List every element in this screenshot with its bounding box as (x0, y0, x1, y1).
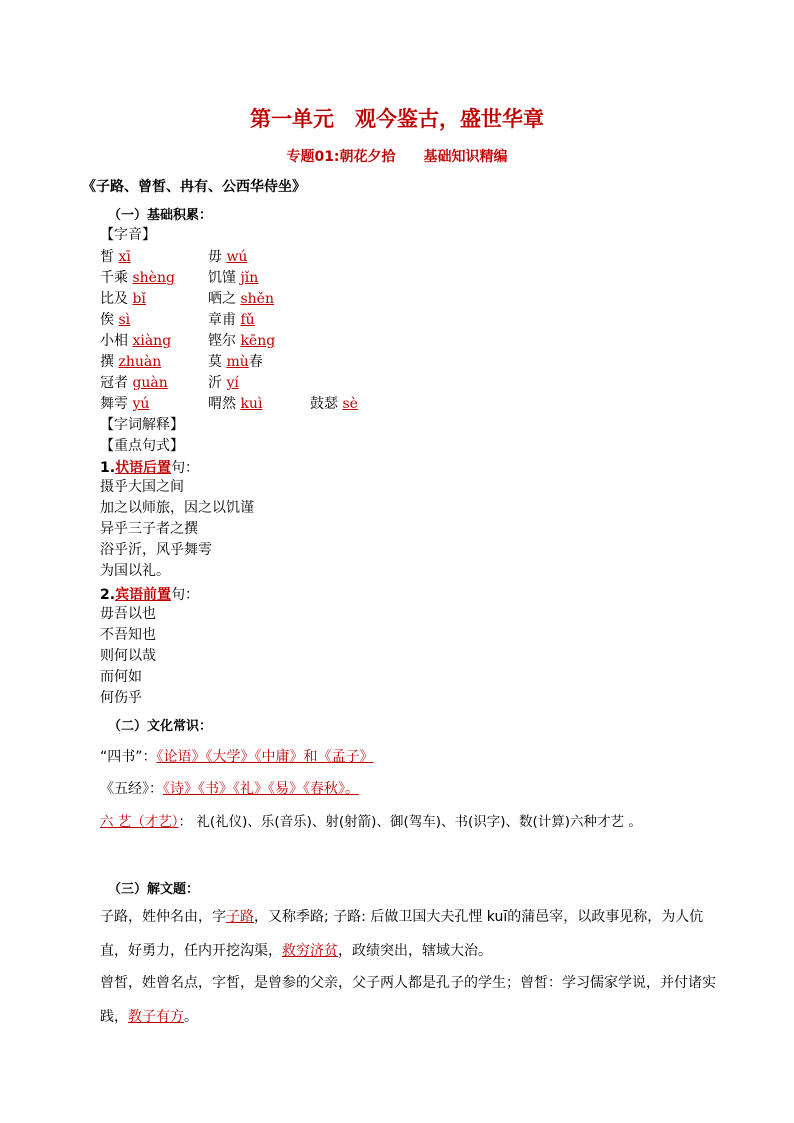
pinyin-word: 章甫 (208, 312, 236, 328)
pinyin-row (100, 309, 255, 329)
pinyin-col3 (310, 393, 358, 413)
pinyin-word: 沂 (208, 375, 222, 391)
pinyin-col2 (208, 330, 275, 350)
sishu-label: “四书”： (100, 749, 157, 765)
lesson-title: 《子路、曾皙、冉有、公西华侍坐》 (82, 179, 306, 195)
pinyin-answer: sì (118, 312, 131, 328)
sishu-line (100, 748, 374, 766)
pinyin-answer: zhuàn (118, 354, 162, 370)
pinyin-answer: xiàng (132, 333, 172, 349)
pattern-2-suffix: 句： (171, 587, 200, 603)
pattern-2-example: 不吾知也 (100, 627, 156, 643)
zilu-text: 子路，姓仲名由，字 (100, 909, 226, 925)
pinyin-suffix: 春 (248, 354, 263, 370)
pinyin-answer: fǔ (240, 312, 255, 328)
pinyin-answer: kuì (240, 396, 263, 412)
ci-yi-label: 【字词解释】 (100, 417, 184, 433)
pinyin-answer: yú (132, 396, 150, 412)
pattern-2-example: 何伤乎 (100, 690, 142, 706)
pattern-1-heading (100, 457, 199, 477)
pinyin-word: 舞雩 (100, 396, 128, 412)
pattern-1-suffix: 句： (171, 460, 200, 476)
pattern-2-example: 则何以哉 (100, 648, 156, 664)
document-title: 第一单元 观今鉴古，盛世华章 (250, 106, 544, 131)
pinyin-answer: wú (226, 249, 248, 265)
liuyi-line (100, 813, 642, 831)
zi-yin-label: 【字音】 (100, 227, 156, 243)
pinyin-word: 小相 (100, 333, 128, 349)
zengxi-text: 曾皙，姓曾名点，字皙，是曾参的父亲，父子两人都是孔子的学生；曾皙：学习儒家学说，并付诸实践， (100, 975, 716, 1025)
pinyin-col2 (208, 351, 263, 371)
pinyin-word: 比及 (100, 291, 128, 307)
pattern-2-term: 宾语前置 (115, 587, 172, 603)
wujing-line (100, 780, 359, 798)
pinyin-word: 千乘 (100, 270, 128, 286)
pattern-2-number: 2. (100, 587, 116, 603)
zengxi-paragraph (100, 966, 720, 1034)
pinyin-col2 (208, 246, 247, 266)
pinyin-col2 (208, 288, 274, 308)
pinyin-answer: kēng (240, 333, 276, 349)
zilu-paragraph (100, 900, 720, 968)
liuyi-term: 六 艺（才艺） (100, 814, 179, 830)
zilu-text: ，政绩突出，辖域大治。 (338, 943, 492, 959)
pinyin-row (100, 267, 259, 287)
document-subtitle: 专题01:朝花夕拾 基础知识精编 (286, 149, 508, 165)
liuyi-text: ： 礼(礼仪)、乐(音乐)、射(射箭)、御(驾车)、书(识字)、数(计算)六种才艺 。 (178, 814, 642, 830)
pinyin-answer: shěn (240, 291, 274, 307)
pattern-2-heading (100, 584, 199, 604)
pinyin-answer: shèng (132, 270, 175, 286)
zilu-answer-1: 子路 (226, 909, 254, 925)
pattern-1-example: 异乎三子者之撰 (100, 521, 198, 537)
pinyin-row (100, 393, 358, 413)
pinyin-col2 (208, 267, 258, 287)
pinyin-word: 冠者 (100, 375, 128, 391)
section-culture-heading: （二）文化常识： (108, 719, 213, 734)
ju-shi-label: 【重点句式】 (100, 438, 184, 454)
zengxi-answer: 教子有方 (128, 1009, 184, 1025)
pinyin-row (100, 288, 274, 308)
pinyin-row (100, 246, 248, 266)
pinyin-answer: sè (342, 396, 358, 412)
pattern-2-example: 毋吾以也 (100, 606, 156, 622)
pattern-1-example: 浴乎沂，风乎舞雩 (100, 542, 212, 558)
pinyin-word: 毋 (208, 249, 222, 265)
pinyin-word: 莫 (208, 354, 222, 370)
pinyin-answer: bǐ (132, 291, 146, 307)
pinyin-col2 (208, 393, 262, 413)
pinyin-row (100, 351, 263, 371)
section-basic-heading: （一）基础积累： (108, 208, 213, 223)
pinyin-word: 皙 (100, 249, 114, 265)
pattern-2-example: 而何如 (100, 669, 142, 685)
pinyin-word: 撰 (100, 354, 114, 370)
wujing-answer: 《诗》《书》《礼》《易》《春秋》。 (163, 781, 359, 797)
pinyin-word: 饥馑 (208, 270, 236, 286)
pinyin-row (100, 330, 276, 350)
zilu-text: ，又称季路; 子路: 后做卫国大夫孔悝 kuī的蒲邑宰，以政事见称，为人伉直，好勇力，任内开挖沟渠， (100, 909, 704, 959)
wujing-label: 《五经》： (100, 781, 163, 797)
pattern-1-number: 1. (100, 460, 116, 476)
pinyin-answer: xī (118, 249, 131, 265)
pinyin-word: 喟然 (208, 396, 236, 412)
section-title-explain-heading: （三）解文题： (108, 882, 200, 897)
pinyin-row (100, 372, 239, 392)
pinyin-col2 (208, 309, 255, 329)
pattern-1-example: 加之以师旅，因之以饥谨 (100, 500, 254, 516)
sishu-answer: 《论语》《大学》《中庸》和《孟子》 (156, 749, 374, 765)
pinyin-word: 俟 (100, 312, 114, 328)
zengxi-text: 。 (184, 1009, 198, 1025)
pattern-1-term: 状语后置 (115, 460, 172, 476)
pattern-1-example: 摄乎大国之间 (100, 479, 184, 495)
pinyin-answer: jǐn (240, 270, 259, 286)
pinyin-answer: mù (226, 354, 249, 370)
pinyin-word: 哂之 (208, 291, 236, 307)
pattern-1-example: 为国以礼。 (100, 563, 170, 579)
pinyin-word: 铿尔 (208, 333, 236, 349)
pinyin-col2 (208, 372, 239, 392)
zilu-answer-2: 救穷济贫 (282, 943, 338, 959)
pinyin-answer: yí (226, 375, 239, 391)
pinyin-answer: guàn (132, 375, 168, 391)
pinyin-word: 鼓瑟 (310, 396, 338, 412)
